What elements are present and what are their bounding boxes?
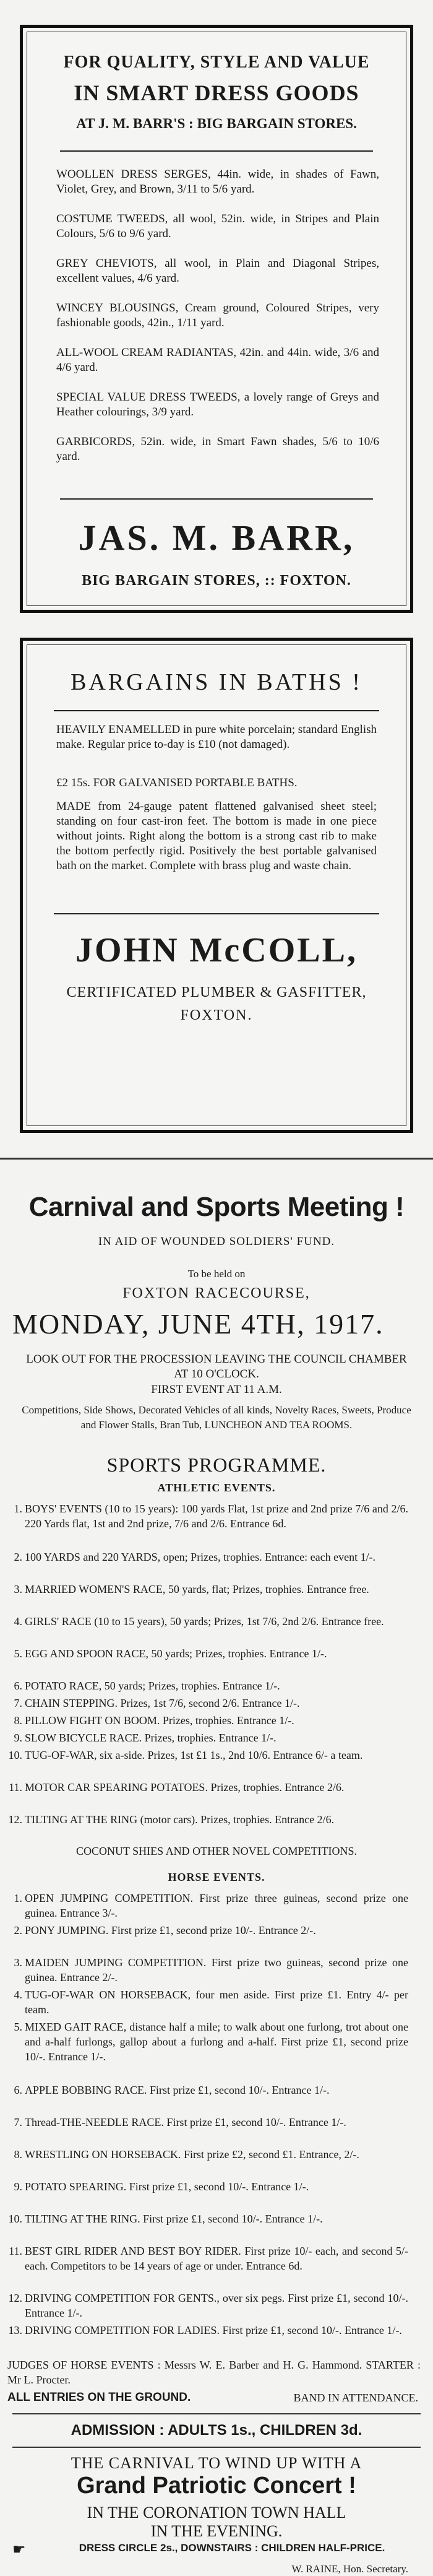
mccoll-name: JOHN McCOLL,: [75, 931, 358, 969]
horse-event: [8, 2323, 408, 2338]
entries-line: ALL ENTRIES ON THE GROUND.: [7, 2391, 191, 2404]
section-rule: [0, 1158, 433, 1160]
event-number: 11.: [9, 2245, 22, 2257]
event-text: SLOW BICYCLE RACE. Prizes, trophies. Entrance 1/-.: [25, 1732, 277, 1744]
barr-footer: BIG BARGAIN STORES, :: FOXTON.: [82, 573, 351, 589]
event-number: 10.: [8, 1749, 22, 1761]
barr-item: WINCEY BLOUSINGS, Cream ground, Coloured Stripes, very fashionable goods, 42in., 1/11 yard.: [56, 301, 379, 329]
athletic-event: [14, 1713, 408, 1728]
carnival-attractions: Competitions, Side Shows, Decorated Vehicles of all kinds, Novelty Races, Sweets, Produce and Flower Stalls, Bran Tub, LUNCHEON AND TEA ROOMS.: [22, 1404, 411, 1431]
event-number: 3.: [14, 1583, 22, 1595]
event-text: TUG-OF-WAR, six a-side. Prizes, 1st £1 1s., 2nd 10/6. Entrance 6/- a team.: [25, 1749, 363, 1761]
dress-circle-line: DRESS CIRCLE 2s., DOWNSTAIRS : CHILDREN HALF-PRICE.: [79, 2542, 385, 2554]
mccoll-trade: CERTIFICATED PLUMBER & GASFITTER,: [66, 984, 367, 1000]
admission-rule-top: [12, 2413, 421, 2414]
barr-headline-1: FOR QUALITY, STYLE AND VALUE: [63, 53, 370, 72]
judges-line: JUDGES OF HORSE EVENTS : Messrs W. E. Barber and H. G. Hammond. STARTER : Mr L. Procter.: [7, 2359, 421, 2386]
concert-title: Grand Patriotic Concert !: [77, 2473, 356, 2499]
event-number: 10.: [8, 2213, 22, 2225]
mccoll-inner-border: [27, 644, 406, 1126]
athletic-event: [9, 1780, 408, 1795]
mccoll-para-1: HEAVILY ENAMELLED in pure white porcelain; standard English make. Regular price to-day is £10 (not damaged).: [56, 723, 377, 751]
event-number: 1.: [14, 1503, 22, 1515]
barr-divider-2: [60, 498, 373, 500]
event-number: 7.: [14, 2116, 22, 2128]
athletic-event: [14, 1646, 408, 1661]
coconut-line: COCONUT SHIES AND OTHER NOVEL COMPETITIONS.: [75, 1845, 357, 1857]
event-text: PILLOW FIGHT ON BOOM. Prizes, trophies. Entrance 1/-.: [25, 1714, 294, 1727]
mccoll-headline: BARGAINS IN BATHS !: [71, 669, 362, 695]
horse-event: [14, 1891, 408, 1920]
mccoll-divider: [54, 710, 379, 711]
event-number: 9.: [14, 2180, 22, 2193]
event-text: POTATO RACE, 50 yards; Prizes, trophies. Entrance 1/-.: [25, 1680, 280, 1692]
event-text: WRESTLING ON HORSEBACK. First prize £2, second £1. Entrance, 2/-.: [25, 2148, 359, 2161]
event-text: 100 YARDS and 220 YARDS, open; Prizes, trophies. Entrance: each event 1/-.: [25, 1551, 376, 1563]
athletic-event: [14, 1582, 408, 1597]
event-number: 4.: [14, 1615, 22, 1628]
event-text: MOTOR CAR SPEARING POTATOES. Prizes, trophies. Entrance 2/6.: [25, 1781, 345, 1793]
admission-rule-bottom: [12, 2447, 421, 2448]
event-text: TILTING AT THE RING. First prize £1, second 10/-. Entrance 1/-.: [25, 2213, 323, 2225]
event-text: DRIVING COMPETITION FOR LADIES. First prize £1, second 10/-. Entrance 1/-.: [25, 2324, 402, 2336]
event-number: 9.: [14, 1732, 22, 1744]
athletic-event: [8, 1812, 408, 1827]
pointing-hand-icon: ☛: [12, 2542, 26, 2558]
event-number: 3.: [14, 1956, 22, 1969]
carnival-held-on: To be held on: [187, 1268, 246, 1280]
barr-name: JAS. M. BARR,: [78, 518, 355, 558]
event-text: TUG-OF-WAR ON HORSEBACK, four men aside. First prize £1. Entry 4/- per team.: [25, 1988, 408, 2016]
carnival-title: Carnival and Sports Meeting !: [28, 1192, 405, 1222]
barr-headline-3: AT J. M. BARR'S : BIG BARGAIN STORES.: [76, 116, 357, 131]
mccoll-town: FOXTON.: [180, 1007, 253, 1023]
event-text: PONY JUMPING. First prize £1, second prize 10/-. Entrance 2/-.: [25, 1924, 316, 1936]
event-text: EGG AND SPOON RACE, 50 yards; Prizes, trophies. Entrance 1/-.: [25, 1647, 327, 1660]
event-number: 7.: [14, 1697, 22, 1709]
event-number: 6.: [14, 1680, 22, 1692]
athletic-event: [14, 1501, 408, 1531]
event-text: TILTING AT THE RING (motor cars). Prizes, trophies. Entrance 2/6.: [25, 1813, 335, 1826]
horse-event: [14, 1923, 408, 1938]
horse-event: [8, 2291, 408, 2320]
mccoll-para-2: £2 15s. FOR GALVANISED PORTABLE BATHS.: [56, 776, 298, 789]
barr-item: SPECIAL VALUE DRESS TWEEDS, a lovely range of Greys and Heather colourings, 3/9 yard.: [56, 391, 379, 418]
band-line: BAND IN ATTENDANCE.: [293, 2392, 418, 2404]
athletic-event: [14, 1550, 408, 1564]
evening-line: IN THE EVENING.: [150, 2522, 283, 2540]
admission-line: ADMISSION : ADULTS 1s., CHILDREN 3d.: [71, 2422, 362, 2439]
event-number: 5.: [14, 1647, 22, 1660]
carnival-venue: FOXTON RACECOURSE,: [122, 1285, 311, 1301]
event-text: MIXED GAIT RACE, distance half a mile; to walk about one furlong, trot about one and a-half furlongs, gallop about a furlong and a-half. First prize £1, second prize 10/-. Entrance 1/-.: [25, 2021, 408, 2063]
event-number: 8.: [14, 1714, 22, 1727]
athletic-event: [14, 1696, 408, 1711]
barr-item: WOOLLEN DRESS SERGES, 44in. wide, in shades of Fawn, Violet, Grey, and Brown, 3/11 to 5/6 yard.: [56, 168, 379, 196]
horse-event: [14, 1987, 408, 2017]
mccoll-advertisement: [20, 638, 413, 1133]
event-number: 8.: [14, 2148, 22, 2161]
hall-line: IN THE CORONATION TOWN HALL: [87, 2504, 346, 2522]
event-number: 6.: [14, 2084, 22, 2096]
horse-event: [14, 2019, 408, 2064]
barr-item-list: [56, 167, 379, 479]
event-number: 4.: [14, 1988, 22, 2001]
programme-title: SPORTS PROGRAMME.: [106, 1454, 327, 1476]
athletic-event: [14, 1614, 408, 1629]
secretary-line: W. RAINE, Hon. Secretary.: [291, 2563, 408, 2575]
horse-event: [14, 2147, 408, 2162]
barr-advertisement: [20, 25, 413, 613]
horse-event: [9, 2244, 408, 2273]
event-text: Thread-THE-NEEDLE RACE. First prize £1, second 10/-. Entrance 1/-.: [25, 2116, 346, 2128]
horse-event: [14, 2083, 408, 2097]
event-number: 12.: [8, 2292, 22, 2304]
event-number: 1.: [14, 1892, 22, 1904]
horse-event: [8, 2211, 408, 2226]
event-text: DRIVING COMPETITION FOR GENTS., over six pegs. First prize £1, second 10/-. Entrance 1/-.: [25, 2292, 408, 2319]
barr-item: ALL-WOOL CREAM RADIANTAS, 42in. and 44in. wide, 3/6 and 4/6 yard.: [56, 346, 379, 374]
event-text: OPEN JUMPING COMPETITION. First prize three guineas, second prize one guinea. Entrance 3/-.: [25, 1892, 408, 1919]
event-number: 5.: [14, 2021, 22, 2033]
event-text: CHAIN STEPPING. Prizes, 1st 7/6, second 2/6. Entrance 1/-.: [25, 1697, 300, 1709]
barr-item: COSTUME TWEEDS, all wool, 52in. wide, in Stripes and Plain Colours, 5/6 to 9/6 yard.: [56, 212, 379, 240]
event-text: POTATO SPEARING. First prize £1, second 10/-. Entrance 1/-.: [25, 2180, 309, 2193]
event-text: BEST GIRL RIDER AND BEST BOY RIDER. First prize 10/- each, and second 5/- each. Competitors to be 14 years of age or under. Entrance 6d.: [25, 2245, 408, 2272]
athletic-event: [14, 1730, 408, 1745]
athletic-event: [8, 1748, 408, 1763]
mccoll-para-3: MADE from 24-gauge patent flattened galvanised sheet steel; standing on four cast-iron feet. The bottom is made in one piece without joints. Right along the bottom is a strong cast rib to make the bottom perfectly rigid. Positively the best portable galvanised bath on the market. Complete with brass plug and waste chain.: [56, 800, 377, 872]
event-number: 2.: [14, 1551, 22, 1563]
carnival-date: MONDAY, JUNE 4TH, 1917.: [12, 1308, 384, 1340]
mccoll-divider-2: [54, 913, 379, 914]
barr-headline-2: IN SMART DRESS GOODS: [74, 80, 359, 105]
barr-item: GARBICORDS, 52in. wide, in Smart Fawn shades, 5/6 to 10/6 yard.: [56, 435, 379, 463]
barr-divider: [60, 150, 373, 152]
event-number: 12.: [8, 1813, 22, 1826]
horse-event: [14, 1955, 408, 1985]
event-text: BOYS' EVENTS (10 to 15 years): 100 yards Flat, 1st prize and 2nd prize 7/6 and 2/6. 220 Yards flat, 1st and 2nd prize, 7/6 and 2/6. Entrance 6d.: [25, 1503, 408, 1530]
event-number: 2.: [14, 1924, 22, 1936]
event-text: MARRIED WOMEN'S RACE, 50 yards, flat; Prizes, trophies. Entrance free.: [25, 1583, 369, 1595]
event-text: MAIDEN JUMPING COMPETITION. First prize two guineas, second prize one guinea. Entrance 2/-.: [25, 1956, 408, 1984]
carnival-first-event: FIRST EVENT AT 11 A.M.: [151, 1383, 282, 1396]
carnival-procession: LOOK OUT FOR THE PROCESSION LEAVING THE COUNCIL CHAMBER AT 10 O'CLOCK.: [26, 1353, 407, 1381]
athletic-title: ATHLETIC EVENTS.: [157, 1481, 276, 1494]
horse-title: HORSE EVENTS.: [168, 1871, 265, 1883]
event-text: APPLE BOBBING RACE. First prize £1, second 10/-. Entrance 1/-.: [25, 2084, 330, 2096]
athletic-event: [14, 1678, 408, 1693]
wind-up-line: THE CARNIVAL TO WIND UP WITH A: [71, 2454, 362, 2472]
horse-event: [14, 2179, 408, 2194]
barr-item: GREY CHEVIOTS, all wool, in Plain and Diagonal Stripes, excellent values, 4/6 yard.: [56, 257, 379, 285]
event-text: GIRLS' RACE (10 to 15 years), 50 yards; Prizes, 1st 7/6, 2nd 2/6. Entrance free.: [25, 1615, 384, 1628]
carnival-fund: IN AID OF WOUNDED SOLDIERS' FUND.: [98, 1235, 335, 1248]
event-number: 11.: [9, 1781, 22, 1793]
event-number: 13.: [8, 2324, 22, 2336]
horse-event: [14, 2115, 408, 2130]
